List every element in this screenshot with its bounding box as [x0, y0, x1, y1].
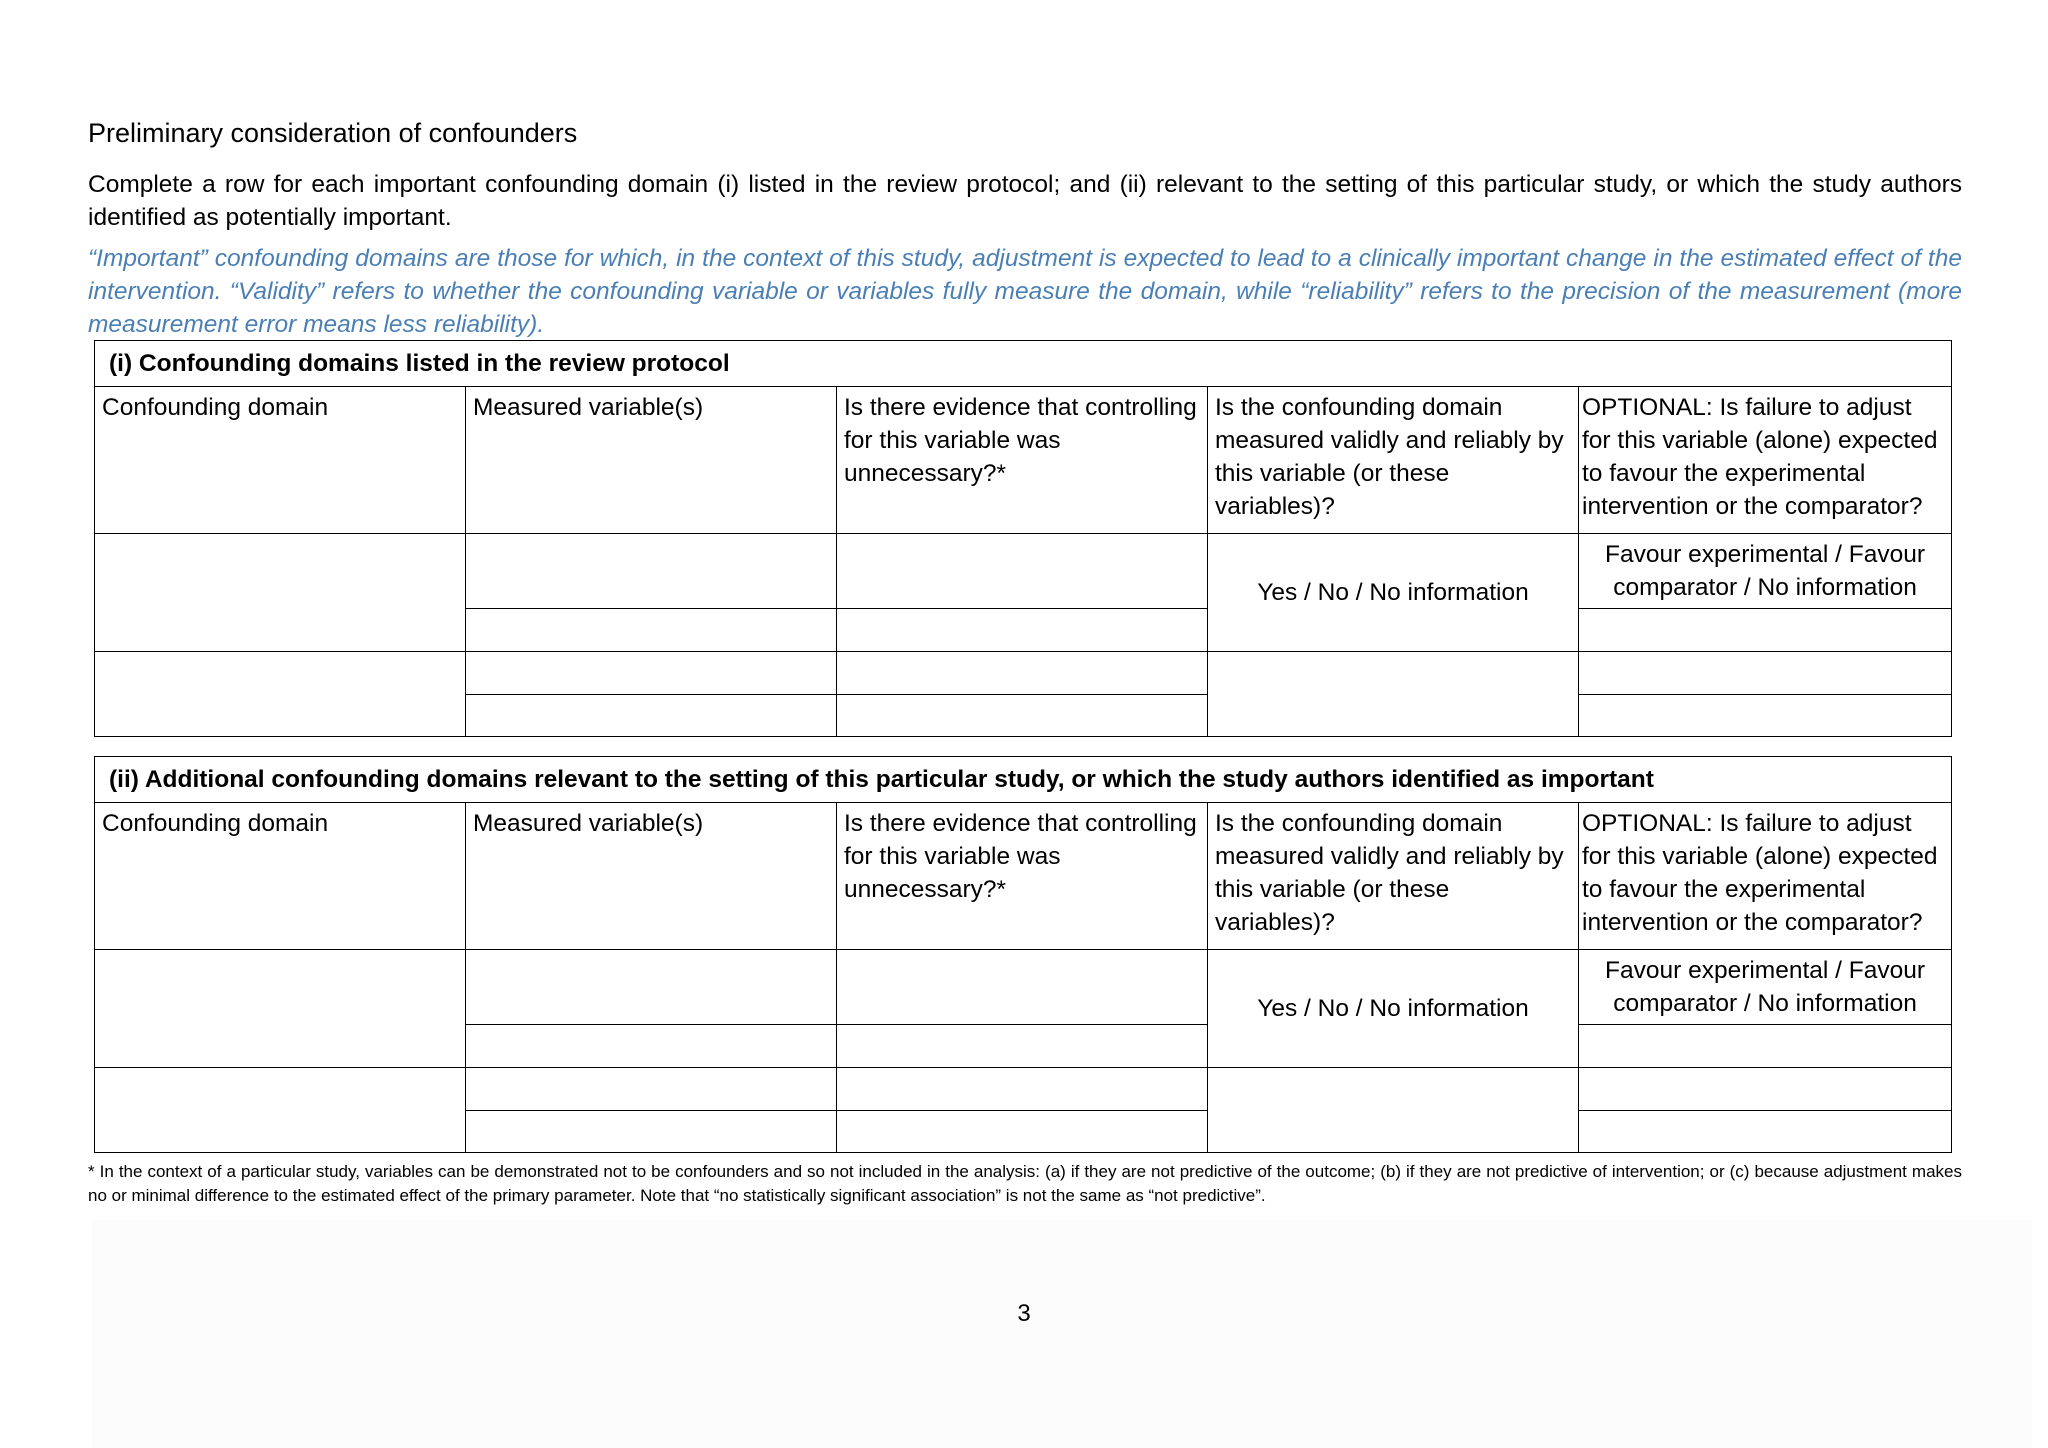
measured-variable-cell[interactable] — [466, 1111, 837, 1153]
validity-options-cell[interactable]: Yes / No / No information — [1208, 950, 1579, 1068]
table-title: (ii) Additional confounding domains relevant to the setting of this particular study, or which the study authors identified as important — [95, 757, 1952, 803]
evidence-cell[interactable] — [837, 695, 1208, 737]
favour-cell[interactable] — [1579, 652, 1952, 695]
evidence-cell[interactable] — [837, 1111, 1208, 1153]
header-validity-reliability: Is the confounding domain measured validly and reliably by this variable (or these variables)? — [1208, 387, 1579, 534]
confounding-domain-cell[interactable] — [95, 534, 466, 652]
measured-variable-cell[interactable] — [466, 1025, 837, 1068]
header-confounding-domain: Confounding domain — [95, 803, 466, 950]
section-title: Preliminary consideration of confounders — [88, 118, 578, 148]
header-evidence-unnecessary: Is there evidence that controlling for this variable was unnecessary?* — [837, 803, 1208, 950]
evidence-cell[interactable] — [837, 1068, 1208, 1111]
evidence-cell[interactable] — [837, 950, 1208, 1025]
confounding-domain-cell[interactable] — [95, 1068, 466, 1153]
measured-variable-cell[interactable] — [466, 609, 837, 652]
validity-cell[interactable] — [1208, 1068, 1579, 1153]
page-number: 3 — [1017, 1300, 1031, 1327]
measured-variable-cell[interactable] — [466, 950, 837, 1025]
header-optional-favour: OPTIONAL: Is failure to adjust for this variable (alone) expected to favour the experimental intervention or the comparator? — [1579, 803, 1952, 950]
header-validity-reliability: Is the confounding domain measured validly and reliably by this variable (or these variables)? — [1208, 803, 1579, 950]
favour-cell[interactable] — [1579, 1068, 1952, 1111]
measured-variable-cell[interactable] — [466, 652, 837, 695]
favour-options-cell[interactable]: Favour experimental / Favour comparator / No information — [1579, 950, 1952, 1025]
evidence-cell[interactable] — [837, 1025, 1208, 1068]
confounding-domain-cell[interactable] — [95, 950, 466, 1068]
table-title: (i) Confounding domains listed in the review protocol — [95, 341, 1952, 387]
validity-cell[interactable] — [1208, 652, 1579, 737]
evidence-cell[interactable] — [837, 652, 1208, 695]
measured-variable-cell[interactable] — [466, 695, 837, 737]
validity-options-cell[interactable]: Yes / No / No information — [1208, 534, 1579, 652]
header-confounding-domain: Confounding domain — [95, 387, 466, 534]
evidence-cell[interactable] — [837, 609, 1208, 652]
favour-cell[interactable] — [1579, 1025, 1952, 1068]
definitions-note: “Important” confounding domains are those for which, in the context of this study, adjustment is expected to lead to a clinically important change in the estimated effect of the intervention. “Validity” refers to whether the confounding variable or variables fully measure the domain, while “reliability” refers to the precision of the measurement (more measurement error means less reliability). — [88, 245, 1962, 338]
footnote: * In the context of a particular study, variables can be demonstrated not to be confounders and so not included in the analysis: (a) if they are not predictive of the outcome; (b) if they are not predictive of intervention; or (c) because adjustment makes no or minimal difference to the estimated effect of the primary parameter. Note that “no statistically significant association” is not the same as “not predictive”. — [88, 1162, 1962, 1205]
measured-variable-cell[interactable] — [466, 1068, 837, 1111]
additional-confounders-table — [94, 756, 1952, 1153]
intro-paragraph: Complete a row for each important confounding domain (i) listed in the review protocol; and (ii) relevant to the setting of this particular study, or which the study authors identified as potentially important. — [88, 171, 1962, 231]
header-measured-variables: Measured variable(s) — [466, 803, 837, 950]
confounding-domain-cell[interactable] — [95, 652, 466, 737]
favour-options-cell[interactable]: Favour experimental / Favour comparator / No information — [1579, 534, 1952, 609]
favour-cell[interactable] — [1579, 695, 1952, 737]
page-background-shade — [92, 1220, 2032, 1448]
favour-cell[interactable] — [1579, 1111, 1952, 1153]
measured-variable-cell[interactable] — [466, 534, 837, 609]
favour-cell[interactable] — [1579, 609, 1952, 652]
header-evidence-unnecessary: Is there evidence that controlling for this variable was unnecessary?* — [837, 387, 1208, 534]
protocol-confounders-table — [94, 340, 1952, 737]
evidence-cell[interactable] — [837, 534, 1208, 609]
header-measured-variables: Measured variable(s) — [466, 387, 837, 534]
header-optional-favour: OPTIONAL: Is failure to adjust for this variable (alone) expected to favour the experimental intervention or the comparator? — [1579, 387, 1952, 534]
